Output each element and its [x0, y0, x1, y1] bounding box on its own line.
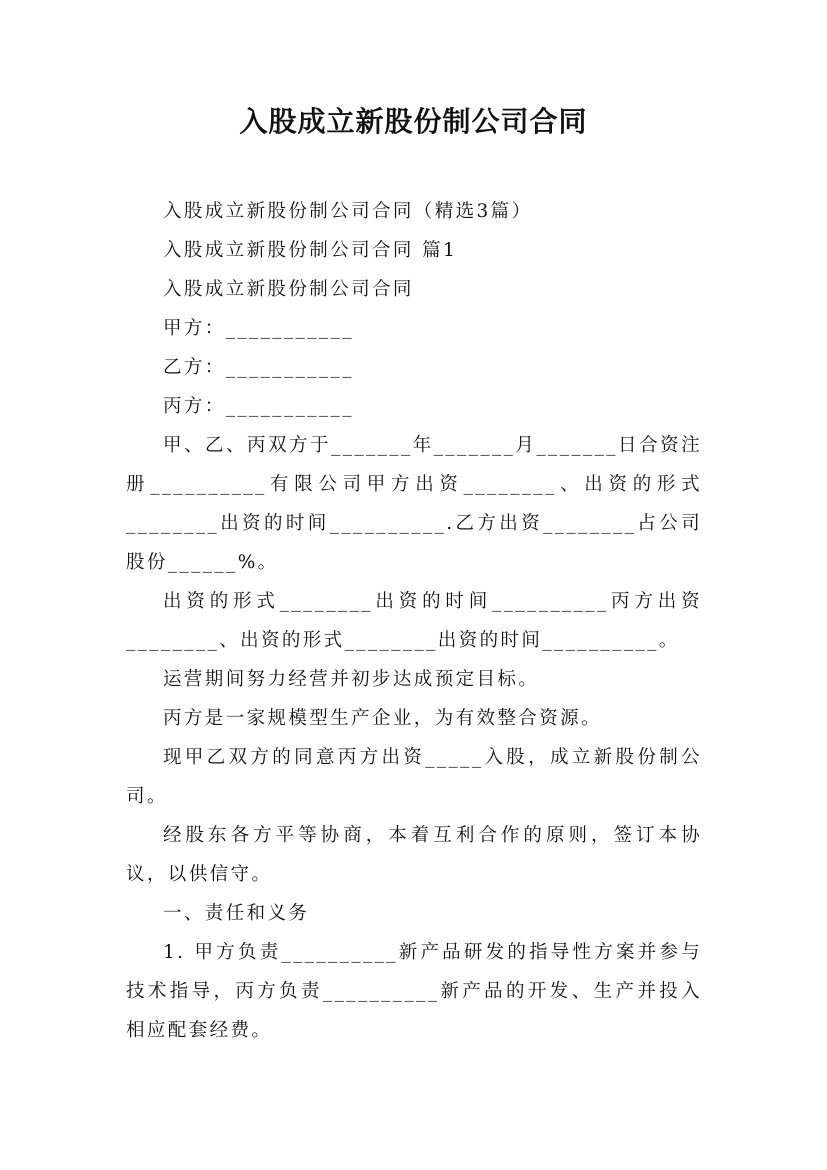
paragraph-investment-form: 出资的形式________出资的时间__________丙方出资________、出资的形式________出资的时间__________。 [126, 591, 702, 651]
paragraph-investment-terms: 甲、乙、丙双方于_______年_______月_______日合资注册__________有限公司甲方出资________、出资的形式________出资的时间__________.乙方出资________占公司股份______%。 [126, 435, 702, 573]
section-responsibilities-heading: 一、责任和义务 [163, 903, 310, 924]
paragraph-operations: 运营期间努力经营并初步达成预定目标。 [163, 669, 540, 690]
contract-heading: 入股成立新股份制公司合同 [163, 279, 414, 300]
party-b-line: 乙方：___________ [163, 357, 354, 378]
party-c-line: 丙方：___________ [163, 396, 354, 417]
paragraph-party-c-profile: 丙方是一家规模型生产企业，为有效整合资源。 [163, 708, 602, 729]
clause-1: 1. 甲方负责__________新产品研发的指导性方案并参与技术指导，丙方负责__________新产品的开发、生产并投入相应配套经费。 [126, 942, 702, 1041]
party-a-line: 甲方：___________ [163, 318, 354, 339]
document-body [126, 192, 702, 1050]
paragraph-negotiation: 经股东各方平等协商，本着互利合作的原则，签订本协议，以供信守。 [126, 825, 702, 885]
subtitle-line: 入股成立新股份制公司合同（精选3篇） [163, 201, 533, 222]
document-title: 入股成立新股份制公司合同 [239, 105, 588, 138]
paragraph-agreement-intent: 现甲乙双方的同意丙方出资_____入股，成立新股份制公司。 [126, 747, 702, 807]
section-heading: 入股成立新股份制公司合同 篇1 [163, 240, 458, 261]
